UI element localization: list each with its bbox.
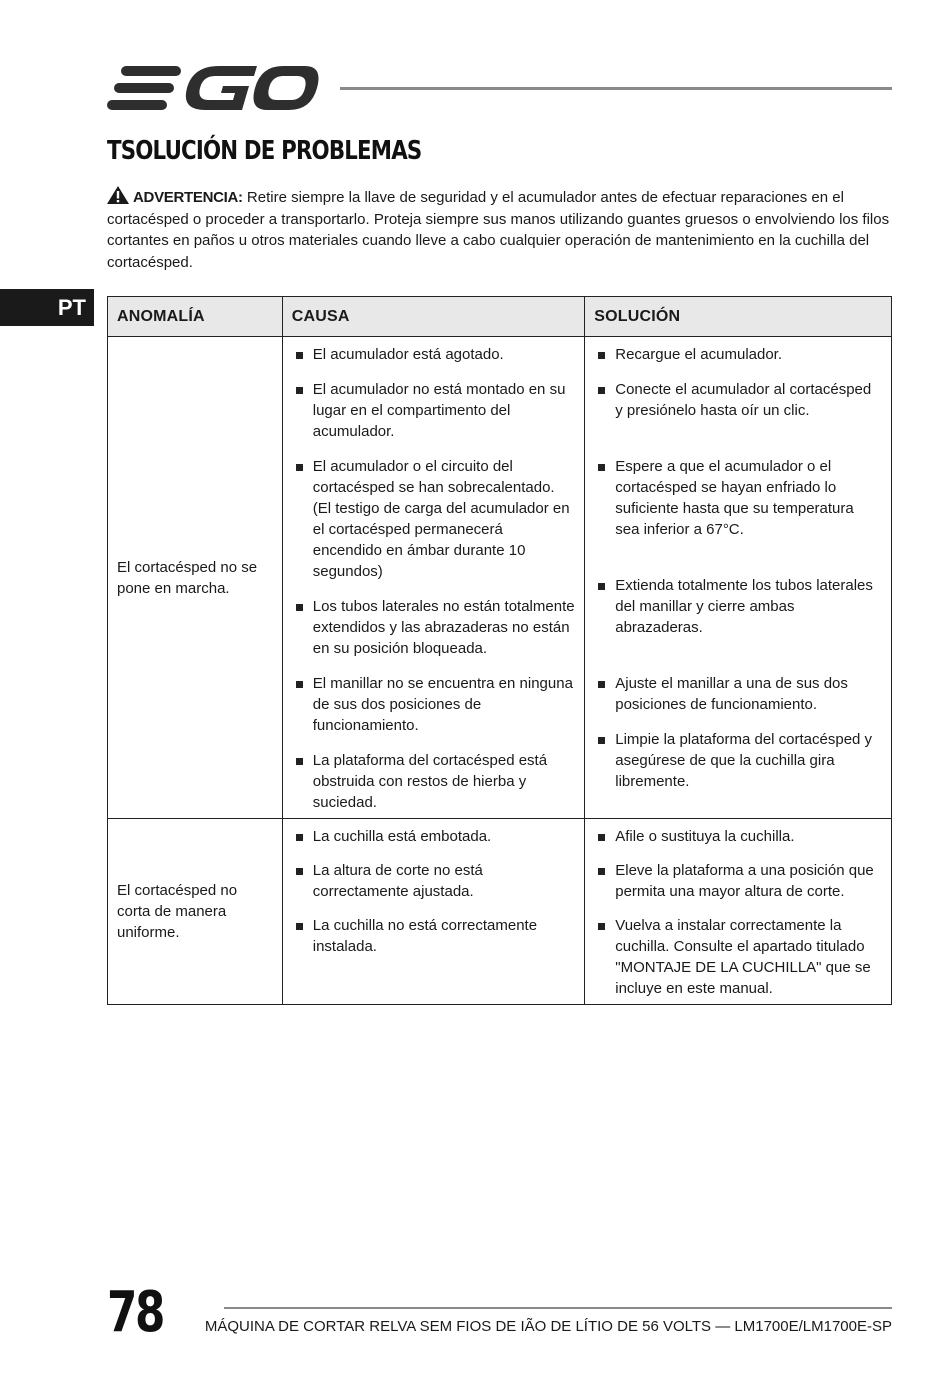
table-row xyxy=(108,337,892,819)
solution-cell xyxy=(585,337,892,819)
solution-cell xyxy=(585,819,892,1005)
cause-item: La plataforma del cortacésped está obstruida con restos de hierba y suciedad. xyxy=(292,750,576,813)
table-header-row xyxy=(108,297,892,337)
page-number: 78 xyxy=(107,1280,164,1345)
solution-item: Eleve la plataforma a una posición que permita una mayor altura de corte. xyxy=(594,860,882,902)
solution-item: Afile o sustituya la cuchilla. xyxy=(594,826,882,847)
solution-item: Recargue el acumulador. xyxy=(594,344,882,365)
cause-item: El acumulador está agotado. xyxy=(292,344,576,365)
warning-triangle-icon xyxy=(107,186,129,204)
header-solution: SOLUCIÓN xyxy=(585,297,892,337)
cause-cell xyxy=(282,337,585,819)
section-title: TSOLUCIÓN DE PROBLEMAS xyxy=(107,136,422,166)
cause-item: La cuchilla no está correctamente instalada. xyxy=(292,915,576,957)
footer-title: MÁQUINA DE CORTAR RELVA SEM FIOS DE IÃO DE LÍTIO DE 56 VOLTS — LM1700E/LM1700E-SP xyxy=(204,1318,892,1335)
footer-rule xyxy=(224,1307,892,1309)
solution-item: Conecte el acumulador al cortacésped y presiónelo hasta oír un clic. xyxy=(594,379,882,421)
troubleshooting-table xyxy=(107,296,892,1005)
warning-paragraph xyxy=(107,186,892,273)
warning-label: ADVERTENCIA: xyxy=(133,189,243,206)
anomaly-cell: El cortacésped no se pone en marcha. xyxy=(108,337,283,819)
cause-item: El acumulador no está montado en su lugar en el compartimento del acumulador. xyxy=(292,379,576,442)
cause-item: El manillar no se encuentra en ninguna de sus dos posiciones de funcionamiento. xyxy=(292,673,576,736)
warning-text: Retire siempre la llave de seguridad y el acumulador antes de efectuar reparaciones en el cortacésped o proceder a transportarlo. Proteja siempre sus manos utilizando guantes gruesos o envolviendo los filos cortantes en paños u otros materiales cuando lleve a cabo cualquier operación de mantenimiento en la cuchilla del cortacésped. xyxy=(107,189,890,271)
header-cause: CAUSA xyxy=(282,297,585,337)
header-anomaly: ANOMALÍA xyxy=(108,297,283,337)
table-row xyxy=(108,819,892,1005)
cause-item: La altura de corte no está correctamente ajustada. xyxy=(292,860,576,902)
cause-item: La cuchilla está embotada. xyxy=(292,826,576,847)
solution-item: Limpie la plataforma del cortacésped y asegúrese de que la cuchilla gira libremente. xyxy=(594,729,882,792)
solution-item: Ajuste el manillar a una de sus dos posiciones de funcionamiento. xyxy=(594,673,882,715)
cause-item: Los tubos laterales no están totalmente extendidos y las abrazaderas no están en su posición bloqueada. xyxy=(292,596,576,659)
language-tab: PT xyxy=(0,289,94,326)
solution-item: Vuelva a instalar correctamente la cuchilla. Consulte el apartado titulado "MONTAJE DE LA CUCHILLA" que se incluye en este manual. xyxy=(594,915,882,999)
ego-logo xyxy=(107,64,319,112)
header-rule xyxy=(340,87,892,90)
solution-item: Espere a que el acumulador o el cortacésped se hayan enfriado lo suficiente hasta que su temperatura sea inferior a 67°C. xyxy=(594,456,882,540)
cause-item: El acumulador o el circuito del cortacésped se han sobrecalentado. (El testigo de carga del acumulador en el cortacésped permanecerá encendido en ámbar durante 10 segundos) xyxy=(292,456,576,582)
cause-cell xyxy=(282,819,585,1005)
solution-item: Extienda totalmente los tubos laterales del manillar y cierre ambas abrazaderas. xyxy=(594,575,882,638)
anomaly-cell: El cortacésped no corta de manera uniforme. xyxy=(108,819,283,1005)
